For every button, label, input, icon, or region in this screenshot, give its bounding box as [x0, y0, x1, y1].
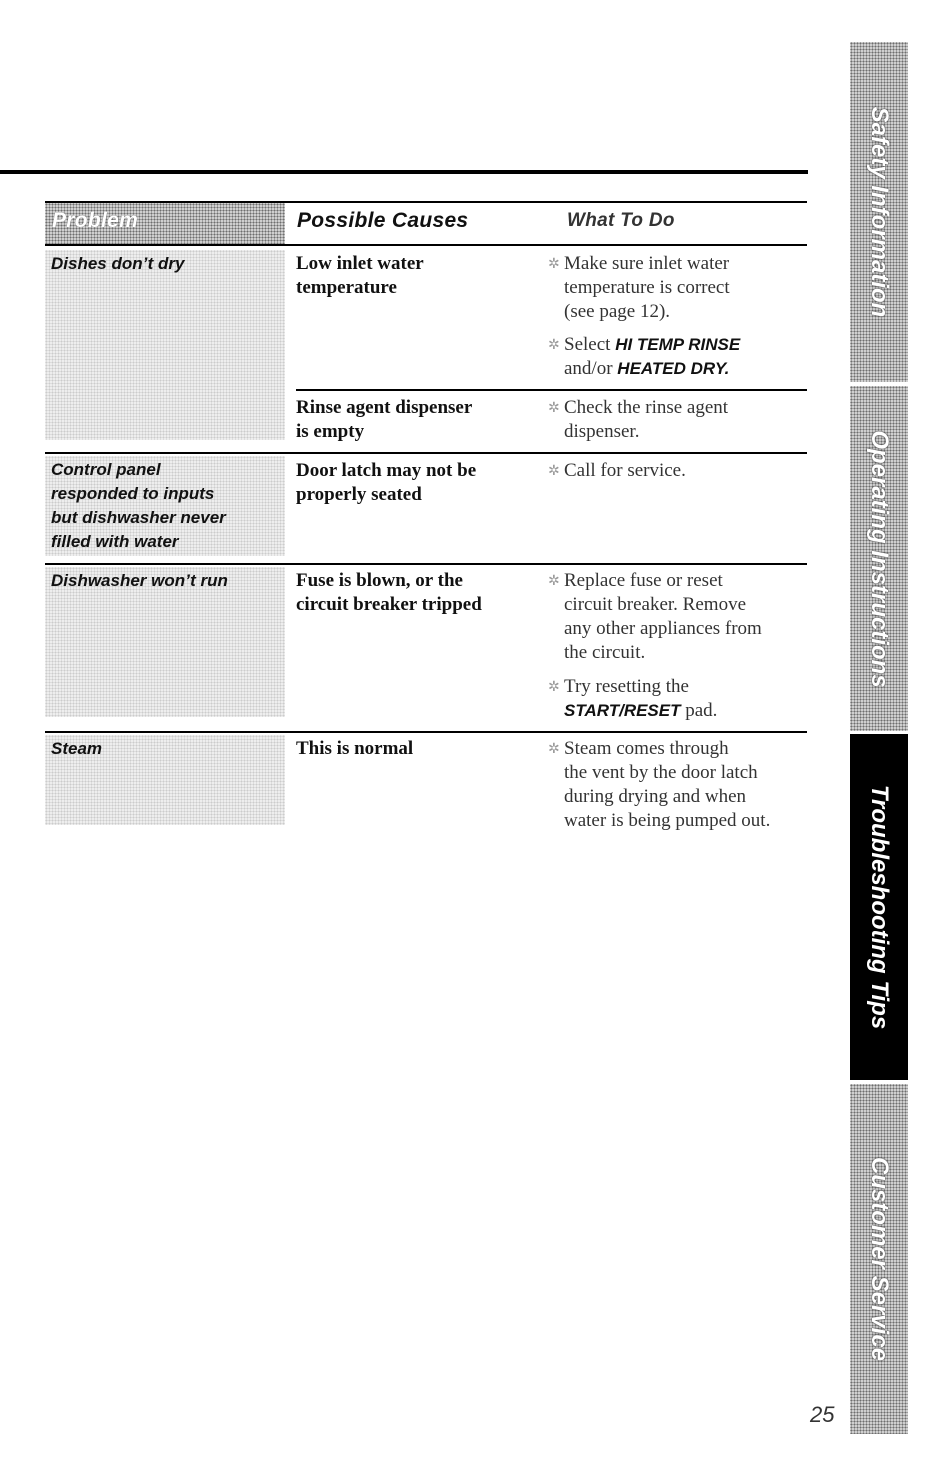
- setting-name: HEATED DRY.: [617, 359, 730, 378]
- problem-cell: [45, 735, 285, 825]
- cause-text: Rinse agent dispenser is empty: [296, 397, 473, 442]
- problem-cell: [45, 567, 285, 717]
- page-number: 25: [810, 1402, 835, 1427]
- action-text: Steam comes through the vent by the door latch during drying and when water is being pumped out.: [564, 738, 771, 831]
- cause-text: Door latch may not be properly seated: [296, 460, 477, 505]
- tab-safety-information[interactable]: [850, 42, 908, 382]
- setting-name: HI TEMP RINSE: [615, 335, 741, 354]
- row-divider: [45, 563, 807, 565]
- row-divider: [45, 452, 807, 454]
- action-text: Call for service.: [564, 460, 686, 481]
- action-text: Replace fuse or reset circuit breaker. Remove any other appliances from the circuit.: [564, 570, 762, 663]
- action-text: Select: [564, 334, 616, 355]
- action-text: Check the rinse agent dispenser.: [564, 397, 729, 442]
- problem-cell: [45, 456, 285, 556]
- bullet-icon: ✲: [548, 338, 560, 353]
- column-header-what-to-do: What To Do: [567, 210, 675, 231]
- cause-text: Low inlet water temperature: [296, 253, 424, 298]
- problem-label: Dishes don’t dry: [51, 254, 185, 273]
- bullet-icon: ✲: [548, 401, 560, 416]
- cause-text: Fuse is blown, or the circuit breaker tripped: [296, 570, 482, 615]
- tab-label: Customer Service: [866, 1156, 893, 1362]
- tab-troubleshooting-tips[interactable]: [850, 734, 908, 1080]
- header-rule-bottom: [45, 244, 807, 246]
- action-item: [548, 396, 808, 444]
- problem-label: Steam: [51, 739, 103, 758]
- action-text: and/or: [564, 358, 618, 379]
- action-text: Make sure inlet water temperature is correct (see page 12).: [564, 253, 730, 322]
- problem-label: Dishwasher won’t run: [51, 571, 228, 590]
- row-divider: [45, 731, 807, 733]
- action-item: [548, 252, 808, 324]
- tab-label: Troubleshooting Tips: [866, 784, 893, 1030]
- action-text: pad.: [680, 700, 718, 721]
- pad-name: START/RESET: [564, 701, 681, 720]
- tab-customer-service[interactable]: [850, 1084, 908, 1434]
- bullet-icon: ✲: [548, 464, 560, 479]
- top-rule: [0, 170, 808, 174]
- cause-divider: [296, 389, 807, 391]
- bullet-icon: ✲: [548, 680, 560, 695]
- column-header-causes: Possible Causes: [297, 209, 469, 232]
- action-item: [548, 675, 808, 723]
- tab-label: Operating Instructions: [866, 429, 893, 688]
- action-text: Try resetting the: [564, 676, 689, 697]
- problem-cell: [45, 250, 285, 440]
- bullet-icon: ✲: [548, 742, 560, 757]
- column-header-problem: Problem: [52, 209, 139, 232]
- action-item: [548, 737, 808, 833]
- action-item: [548, 569, 808, 665]
- tab-label: Safety Information: [866, 106, 893, 318]
- problem-label: Control panel responded to inputs but dishwasher never filled with water: [51, 460, 226, 551]
- tab-operating-instructions[interactable]: [850, 386, 908, 731]
- action-item: [548, 459, 808, 483]
- action-item: [548, 333, 808, 381]
- bullet-icon: ✲: [548, 574, 560, 589]
- cause-text: This is normal: [296, 738, 414, 759]
- bullet-icon: ✲: [548, 257, 560, 272]
